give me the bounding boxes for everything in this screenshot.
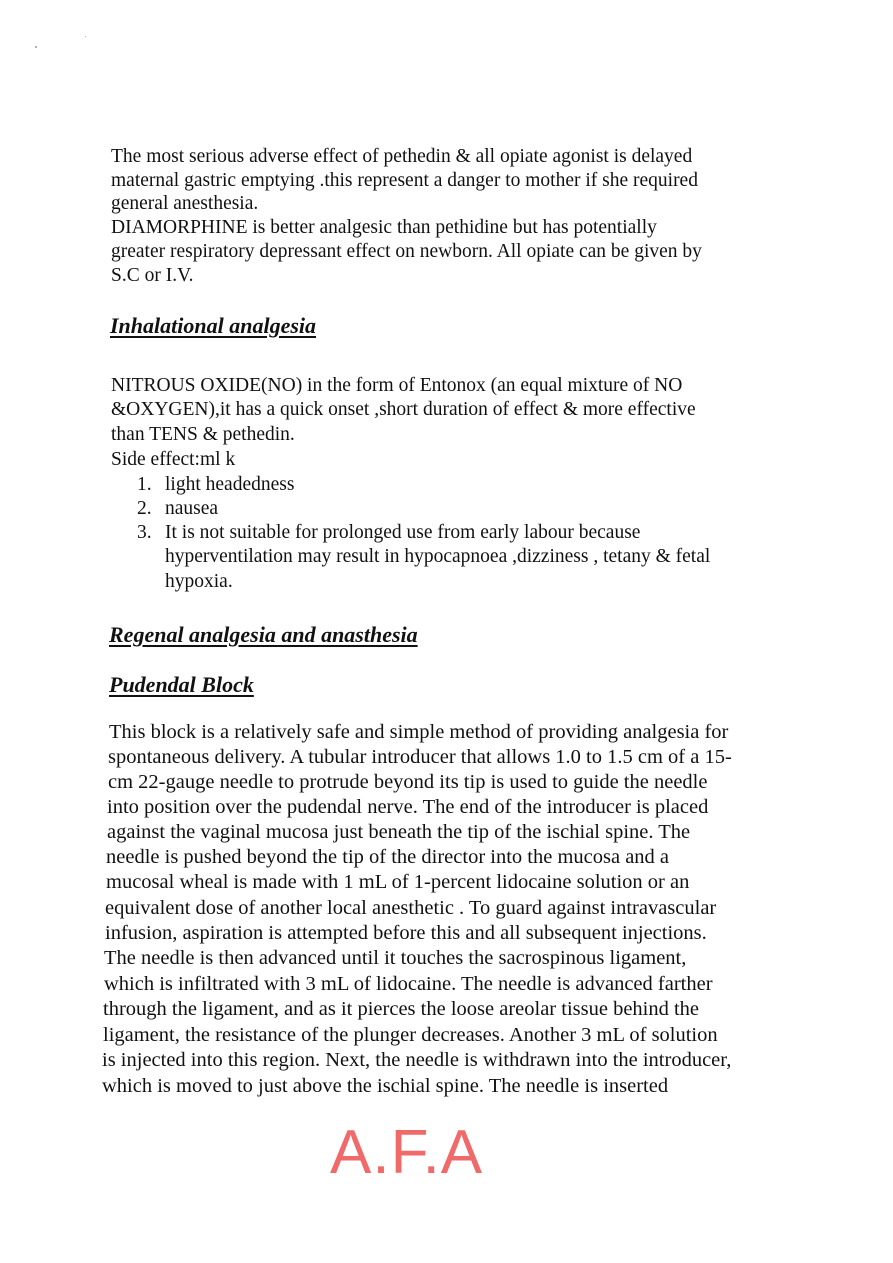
text-line: spontaneous delivery. A tubular introducer that allows 1.0 to 1.5 cm of a 15- — [108, 746, 732, 768]
text-line: mucosal wheal is made with 1 mL of 1-percent lidocaine solution or an — [106, 871, 690, 893]
list-item-text: nausea — [165, 498, 219, 519]
list-item — [137, 497, 218, 521]
scan-speck — [85, 36, 86, 37]
text-line: general anesthesia. — [111, 193, 259, 214]
text-line: The most serious adverse effect of pethedin & all opiate agonist is delayed — [111, 146, 693, 167]
text-line: cm 22-gauge needle to protrude beyond its tip is used to guide the needle — [108, 771, 708, 793]
watermark-text: A.F.A — [330, 1118, 484, 1187]
text-line: equivalent dose of another local anesthetic . To guard against intravascular — [105, 897, 717, 919]
text-line: than TENS & pethedin. — [111, 424, 295, 445]
list-item-number: 3. — [137, 522, 152, 543]
text-line: through the ligament, and as it pierces the loose areolar tissue behind the — [103, 998, 700, 1020]
text-line: which is moved to just above the ischial spine. The needle is inserted — [102, 1075, 669, 1097]
text-line: maternal gastric emptying .this represent a danger to mother if she required — [111, 170, 698, 191]
section-heading-pudendal: Pudendal Block — [109, 672, 254, 697]
text-line: S.C or I.V. — [111, 265, 194, 286]
text-line: needle is pushed beyond the tip of the director into the mucosa and a — [106, 846, 670, 868]
section-heading-inhalational: Inhalational analgesia — [110, 313, 317, 338]
text-line: is injected into this region. Next, the needle is withdrawn into the introducer, — [102, 1049, 732, 1071]
text-line: infusion, aspiration is attempted before this and all subsequent injections. — [105, 922, 707, 944]
text-line: Side effect:ml k — [111, 449, 236, 470]
text-line: ligament, the resistance of the plunger decreases. Another 3 mL of solution — [103, 1024, 718, 1046]
text-line: against the vaginal mucosa just beneath the tip of the ischial spine. The — [107, 821, 691, 843]
list-item-number: 1. — [137, 474, 152, 495]
text-line: This block is a relatively safe and simple method of providing analgesia for — [109, 721, 729, 743]
scan-speck — [35, 46, 37, 48]
text-line: The needle is then advanced until it touches the sacrospinous ligament, — [104, 947, 687, 969]
section-heading-regional: Regenal analgesia and anasthesia — [109, 622, 418, 647]
text-line: DIAMORPHINE is better analgesic than pethidine but has potentially — [111, 217, 657, 238]
text-line: &OXYGEN),it has a quick onset ,short duration of effect & more effective — [111, 399, 696, 420]
text-line: NITROUS OXIDE(NO) in the form of Entonox (an equal mixture of NO — [111, 375, 683, 396]
text-line: into position over the pudendal nerve. The end of the introducer is placed — [107, 796, 709, 818]
text-line: which is infiltrated with 3 mL of lidocaine. The needle is advanced farther — [104, 973, 713, 995]
list-item-continuation: hyperventilation may result in hypocapnoea ,dizziness , tetany & fetal — [165, 546, 711, 567]
list-item-number: 2. — [137, 498, 152, 519]
list-item-continuation: hypoxia. — [165, 571, 233, 592]
list-item — [137, 473, 294, 497]
list-item-text: It is not suitable for prolonged use from early labour because — [165, 522, 641, 543]
text-line: greater respiratory depressant effect on newborn. All opiate can be given by — [111, 241, 702, 262]
list-item-text: light headedness — [165, 474, 295, 495]
list-item — [137, 521, 640, 545]
